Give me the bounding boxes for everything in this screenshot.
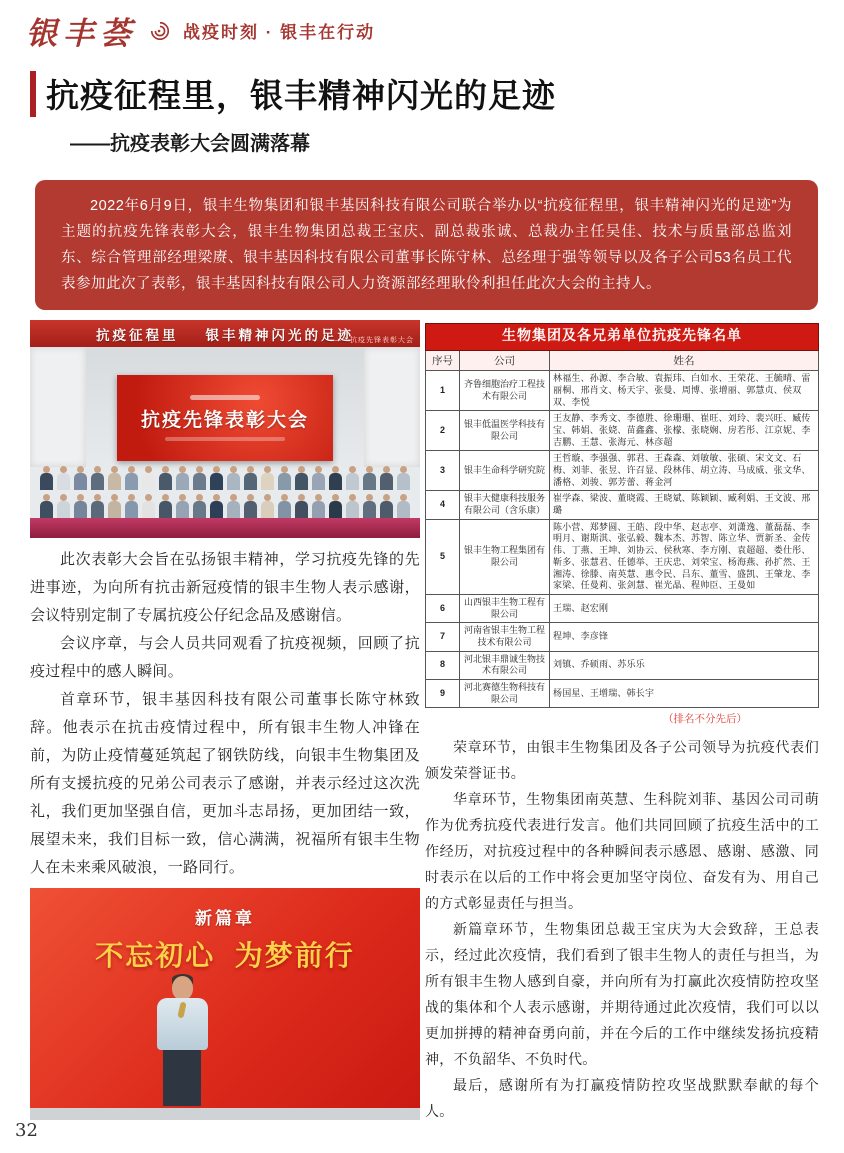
person-figure [226, 494, 241, 518]
title-accent-bar [30, 71, 36, 117]
article-title: 抗疫征程里，银丰精神闪光的足迹 [46, 77, 556, 114]
person-figure [141, 494, 156, 518]
carpet [30, 518, 420, 538]
headline-block [30, 70, 556, 156]
row-number: 3 [426, 451, 460, 491]
person-figure [39, 494, 54, 518]
speaker-photo [30, 888, 420, 1120]
person-figure [328, 466, 343, 490]
figure-pants [163, 1050, 201, 1106]
person-figure [345, 494, 360, 518]
person-figure [379, 466, 394, 490]
table-row [426, 623, 819, 651]
company-name: 银丰生命科学研究院 [460, 451, 550, 491]
pioneer-roster-table [425, 323, 819, 708]
person-figure [362, 466, 377, 490]
person-figure [345, 466, 360, 490]
person-figure [90, 466, 105, 490]
person-figure [260, 494, 275, 518]
paragraph: 首章环节，银丰基因科技有限公司董事长陈守林致辞。他表示在抗击疫情过程中，所有银丰生物人冲锋在前，为防止疫情蔓延筑起了钢铁防线，向银丰生物集团及所有支援抗疫的兄弟公司表示了感谢，并表示经过这次洗礼，我们更加坚强自信，更加斗志昂扬，更加团结一致，展望未来，我们目标一致，信心满满，祝福所有银丰生物人在未来乘风破浪，一路同行。 [30, 691, 420, 876]
person-figure [39, 466, 54, 490]
row-number: 5 [426, 519, 460, 594]
group-photo [30, 320, 420, 538]
row-number: 6 [426, 594, 460, 622]
person-figure [294, 494, 309, 518]
row-number: 1 [426, 371, 460, 411]
person-figure [311, 466, 326, 490]
awardee-names: 刘镇、乔硕雨、苏乐乐 [550, 651, 819, 679]
column-header-names: 姓名 [550, 351, 819, 371]
conference-banner [30, 320, 420, 347]
masthead [26, 8, 375, 53]
person-figure [192, 494, 207, 518]
person-figure [396, 494, 411, 518]
awardee-names: 王友静、李秀文、李德胜、徐珊珊、崔旺、刘玲、裴兴旺、臧传宝、韩娟、张娆、苗鑫鑫、张檬、张晓娴、房若彤、江京妮、李吉鹏、王慧、张海元、林彦超 [550, 411, 819, 451]
person-figure [56, 466, 71, 490]
person-figure [107, 494, 122, 518]
left-body-text [30, 546, 420, 882]
company-name: 银丰生物工程集团有限公司 [460, 519, 550, 594]
person-figure [362, 494, 377, 518]
right-body-text [425, 734, 819, 1124]
stage-floor [30, 1108, 420, 1120]
wall-left [30, 347, 86, 467]
magazine-logo: 银丰荟 [26, 16, 137, 52]
table-note: （排名不分先后） [663, 714, 747, 726]
paragraph: 最后，感谢所有为打赢疫情防控攻坚战默默奉献的每个人。 [425, 1077, 819, 1120]
paragraph: 新篇章环节，生物集团总裁王宝庆为大会致辞，王总表示，经过此次疫情，我们看到了银丰生物人的责任与担当，为所有银丰生物人感到自豪，并向所有为打赢此次疫情防控攻坚战的集体和个人表示感谢，并期待通过此次疫情，我们可以以更加拼搏的精神奋勇向前，并在今后的工作中继续发扬抗疫精神，不负韶华、不负时代。 [425, 921, 819, 1068]
person-figure [209, 466, 224, 490]
photo-crowd [32, 462, 418, 518]
banner-subtext: ——抗疫先锋表彰大会 [334, 337, 414, 344]
column-header-no: 序号 [426, 351, 460, 371]
person-figure [192, 466, 207, 490]
company-name: 河北银丰鼎诚生物技术有限公司 [460, 651, 550, 679]
paragraph: 会议序章，与会人员共同观看了抗疫视频，回顾了抗疫过程中的感人瞬间。 [30, 635, 420, 680]
awardee-names: 王瑞、赵宏刚 [550, 594, 819, 622]
left-column [30, 320, 420, 1120]
table-title: 生物集团及各兄弟单位抗疫先锋名单 [426, 324, 819, 351]
page-number: 32 [15, 1120, 38, 1141]
right-column [425, 323, 819, 1124]
table-row [426, 491, 819, 519]
slide-label: 新篇章 [195, 909, 255, 928]
awardee-names: 林福生、孙源、李合敏、袁振玮、白如水、王荣花、王毓晴、雷丽桐、邢肖文、杨天宇、张曼、周博、张增丽、郭慧贞、侯双双、李悦 [550, 371, 819, 411]
swirl-icon [149, 20, 171, 42]
row-number: 4 [426, 491, 460, 519]
person-figure [328, 494, 343, 518]
company-name: 齐鲁细胞治疗工程技术有限公司 [460, 371, 550, 411]
screen-title: 抗疫先锋表彰大会 [140, 410, 309, 431]
intro-box [35, 180, 818, 310]
person-figure [209, 494, 224, 518]
screen-logo-mark [190, 395, 260, 400]
article-subtitle: ——抗疫表彰大会圆满落幕 [70, 133, 310, 155]
table-row [426, 680, 819, 708]
row-number: 9 [426, 680, 460, 708]
paragraph: 华章环节，生物集团南英慧、生科院刘菲、基因公司司萌作为优秀抗疫代表进行发言。他们共同回顾了抗疫生活中的工作经历，对抗疫过程中的各种瞬间表示感恩、感谢、感激、同时表示在以后的工作中将会更加坚守岗位、奋发有为、用自己的方式彰显责任与担当。 [425, 791, 819, 912]
person-figure [243, 466, 258, 490]
person-figure [226, 466, 241, 490]
person-figure [277, 494, 292, 518]
awardee-names: 王哲璇、李强强、郭君、王森森、刘敏敏、张硕、宋文文、石梅、刘菲、张昱、许召显、段林伟、胡立涛、马成威、张文华、潘格、刘骏、郭芳蕾、蒋金河 [550, 451, 819, 491]
person-figure [379, 494, 394, 518]
row-number: 8 [426, 651, 460, 679]
intro-paragraph: 2022年6月9日，银丰生物集团和银丰基因科技有限公司联合举办以“抗疫征程里，银丰精神闪光的足迹”为主题的抗疫先锋表彰大会，银丰生物集团总裁王宝庆、副总裁张诚、总裁办主任吴佳、技术与质量部总监刘东、综合管理部经理梁赓、银丰基因科技有限公司董事长陈守林、总经理于强等领导以及各子公司53名员工代表参加此次了表彰，银丰基因科技有限公司人力资源部经理耿伶利担任此次大会的主持人。 [61, 198, 792, 292]
person-figure [107, 466, 122, 490]
speaker-figure [148, 976, 218, 1106]
table-row [426, 519, 819, 594]
company-name: 银丰低温医学科技有限公司 [460, 411, 550, 451]
person-figure [124, 466, 139, 490]
company-name: 银丰大健康科技服务有限公司（含乐康） [460, 491, 550, 519]
company-name: 河南省银丰生物工程技术有限公司 [460, 623, 550, 651]
person-figure [243, 494, 258, 518]
person-figure [311, 494, 326, 518]
person-figure [124, 494, 139, 518]
screen-subtitle-strip [165, 437, 285, 441]
banner-text: 抗疫征程里 银丰精神闪光的足迹 [95, 327, 354, 343]
row-number: 2 [426, 411, 460, 451]
table-row [426, 451, 819, 491]
person-figure [158, 466, 173, 490]
figure-head [172, 976, 193, 1000]
company-name: 山西银丰生物工程有限公司 [460, 594, 550, 622]
person-figure [73, 466, 88, 490]
table-row [426, 594, 819, 622]
column-header-company: 公司 [460, 351, 550, 371]
awardee-names: 程坤、李彦锋 [550, 623, 819, 651]
slide-slogan: 不忘初心 为梦前行 [95, 940, 355, 971]
row-number: 7 [426, 623, 460, 651]
table-row [426, 651, 819, 679]
table-row [426, 411, 819, 451]
led-screen [117, 375, 333, 461]
column-tagline: 战疫时刻 · 银丰在行动 [183, 23, 376, 42]
wall-right [364, 347, 420, 467]
table-header-row [426, 351, 819, 371]
paragraph: 此次表彰大会旨在弘扬银丰精神，学习抗疫先锋的先进事迹，为向所有抗击新冠疫情的银丰生物人表示感谢，会议特别定制了专属抗疫公仔纪念品及感谢信。 [30, 551, 420, 624]
person-figure [158, 494, 173, 518]
awardee-names: 陈小营、郑梦圆、王皓、段中华、赵志亭、刘潇逸、董磊磊、李明月、谢斯淇、张弘毅、魏本杰、苏智、陈立华、贾新圣、金传伟、丁燕、王坤、刘协云、侯秋寒、李方刚、袁超超、娄仕彤、靳多、张慧君、任德举、王庆忠、刘荣宝、杨海燕、孙扩然、王湘涛、徐滕、南英慧、惠令民、吕东、董雪、盛凯、王肇龙、李家梁、任曼莉、张剑慧、崔光晶、程帅臣、王曼如 [550, 519, 819, 594]
company-name: 河北赛德生物科技有限公司 [460, 680, 550, 708]
person-figure [73, 494, 88, 518]
person-figure [396, 466, 411, 490]
person-figure [294, 466, 309, 490]
awardee-names: 崔学森、梁波、董晓霞、王晓斌、陈颖颖、臧利娟、王文波、邢璐 [550, 491, 819, 519]
person-figure [56, 494, 71, 518]
person-figure [277, 466, 292, 490]
paragraph: 荣章环节，由银丰生物集团及各子公司领导为抗疫代表们颁发荣誉证书。 [425, 739, 819, 782]
person-figure [175, 494, 190, 518]
awardee-names: 杨国星、王增瑞、韩长宇 [550, 680, 819, 708]
person-figure [175, 466, 190, 490]
person-figure [141, 466, 156, 490]
person-figure [260, 466, 275, 490]
table-row [426, 371, 819, 411]
person-figure [90, 494, 105, 518]
